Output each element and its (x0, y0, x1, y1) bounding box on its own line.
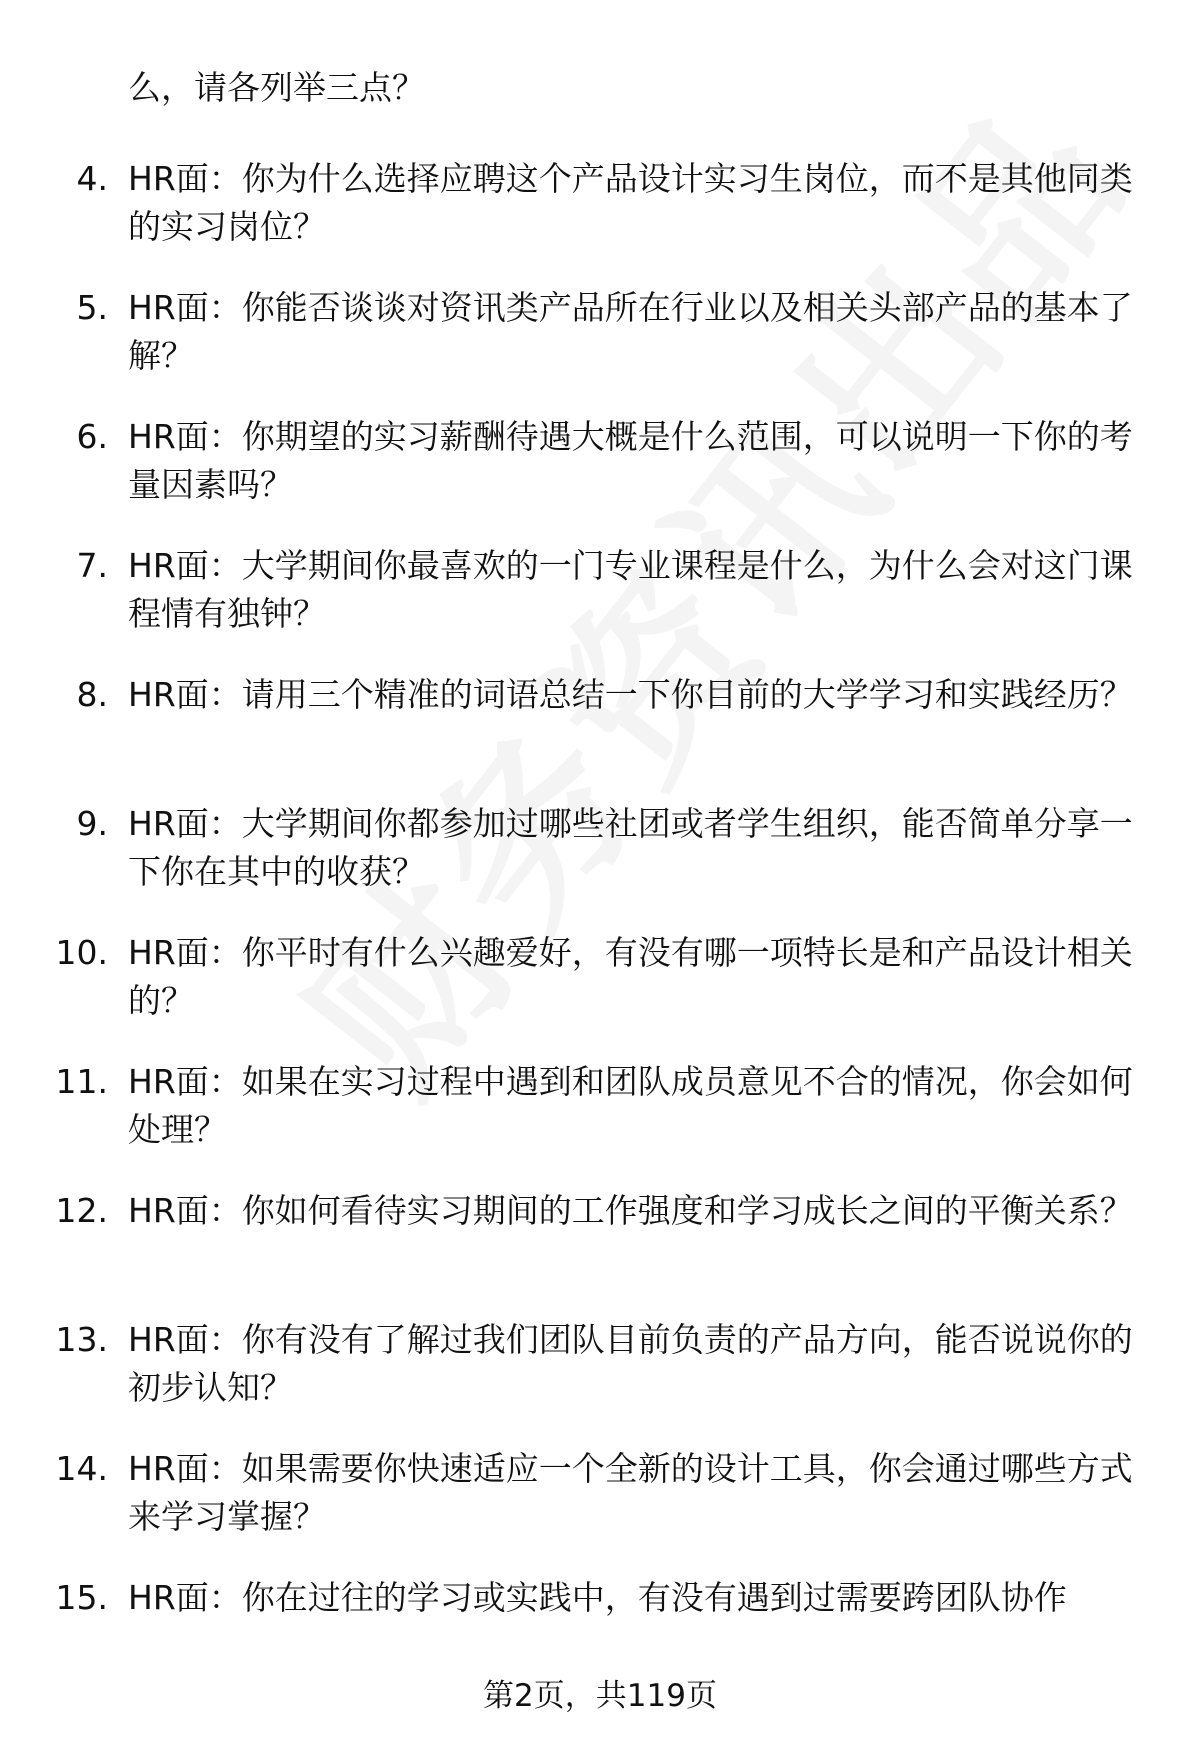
question-text: HR面：你期望的实习薪酬待遇大概是什么范围，可以说明一下你的考量因素吗？ (128, 417, 1133, 504)
question-number: 12. (55, 1191, 108, 1230)
question-text: HR面：大学期间你最喜欢的一门专业课程是什么，为什么会对这门课程情有独钟？ (128, 546, 1133, 633)
question-number: 15. (55, 1578, 108, 1617)
question-number: 9. (76, 804, 108, 843)
question-number: 10. (55, 933, 108, 972)
question-item (0, 284, 1200, 413)
question-number: 14. (55, 1449, 108, 1488)
question-text: HR面：如果需要你快速适应一个全新的设计工具，你会通过哪些方式来学习掌握？ (128, 1449, 1133, 1536)
question-number: 4. (76, 159, 108, 198)
question-item (0, 671, 1200, 800)
question-text: HR面：请用三个精准的词语总结一下你目前的大学学习和实践经历？ (128, 675, 1133, 714)
question-text: HR面：如果在实习过程中遇到和团队成员意见不合的情况，你会如何处理？ (128, 1062, 1133, 1149)
question-text: HR面：你平时有什么兴趣爱好，有没有哪一项特长是和产品设计相关的？ (128, 933, 1133, 1020)
question-text: HR面：你能否谈谈对资讯类产品所在行业以及相关头部产品的基本了解？ (128, 288, 1133, 375)
question-text: HR面：你为什么选择应聘这个产品设计实习生岗位，而不是其他同类的实习岗位？ (128, 159, 1133, 246)
question-number: 7. (76, 546, 108, 585)
page-footer: 第2页，共119页 (483, 1678, 717, 1714)
question-item (0, 800, 1200, 929)
question-item (0, 929, 1200, 1058)
question-item (0, 1058, 1200, 1187)
question-number: 5. (76, 288, 108, 327)
question-number: 11. (55, 1062, 108, 1101)
continuation-text: 么，请各列举三点？ (128, 68, 425, 107)
question-item (0, 542, 1200, 671)
question-number: 13. (55, 1320, 108, 1359)
question-item (0, 1187, 1200, 1316)
question-number: 6. (76, 417, 108, 456)
question-item (0, 155, 1200, 284)
question-list (0, 155, 1200, 1703)
question-item (0, 1445, 1200, 1574)
question-number: 8. (76, 675, 108, 714)
question-item (0, 1316, 1200, 1445)
question-text: HR面：你有没有了解过我们团队目前负责的产品方向，能否说说你的初步认知？ (128, 1320, 1133, 1407)
question-item (0, 413, 1200, 542)
question-text: HR面：你如何看待实习期间的工作强度和学习成长之间的平衡关系？ (128, 1191, 1133, 1230)
question-text: HR面：你在过往的学习或实践中，有没有遇到过需要跨团队协作 (128, 1578, 1067, 1617)
question-text: HR面：大学期间你都参加过哪些社团或者学生组织，能否简单分享一下你在其中的收获？ (128, 804, 1133, 891)
